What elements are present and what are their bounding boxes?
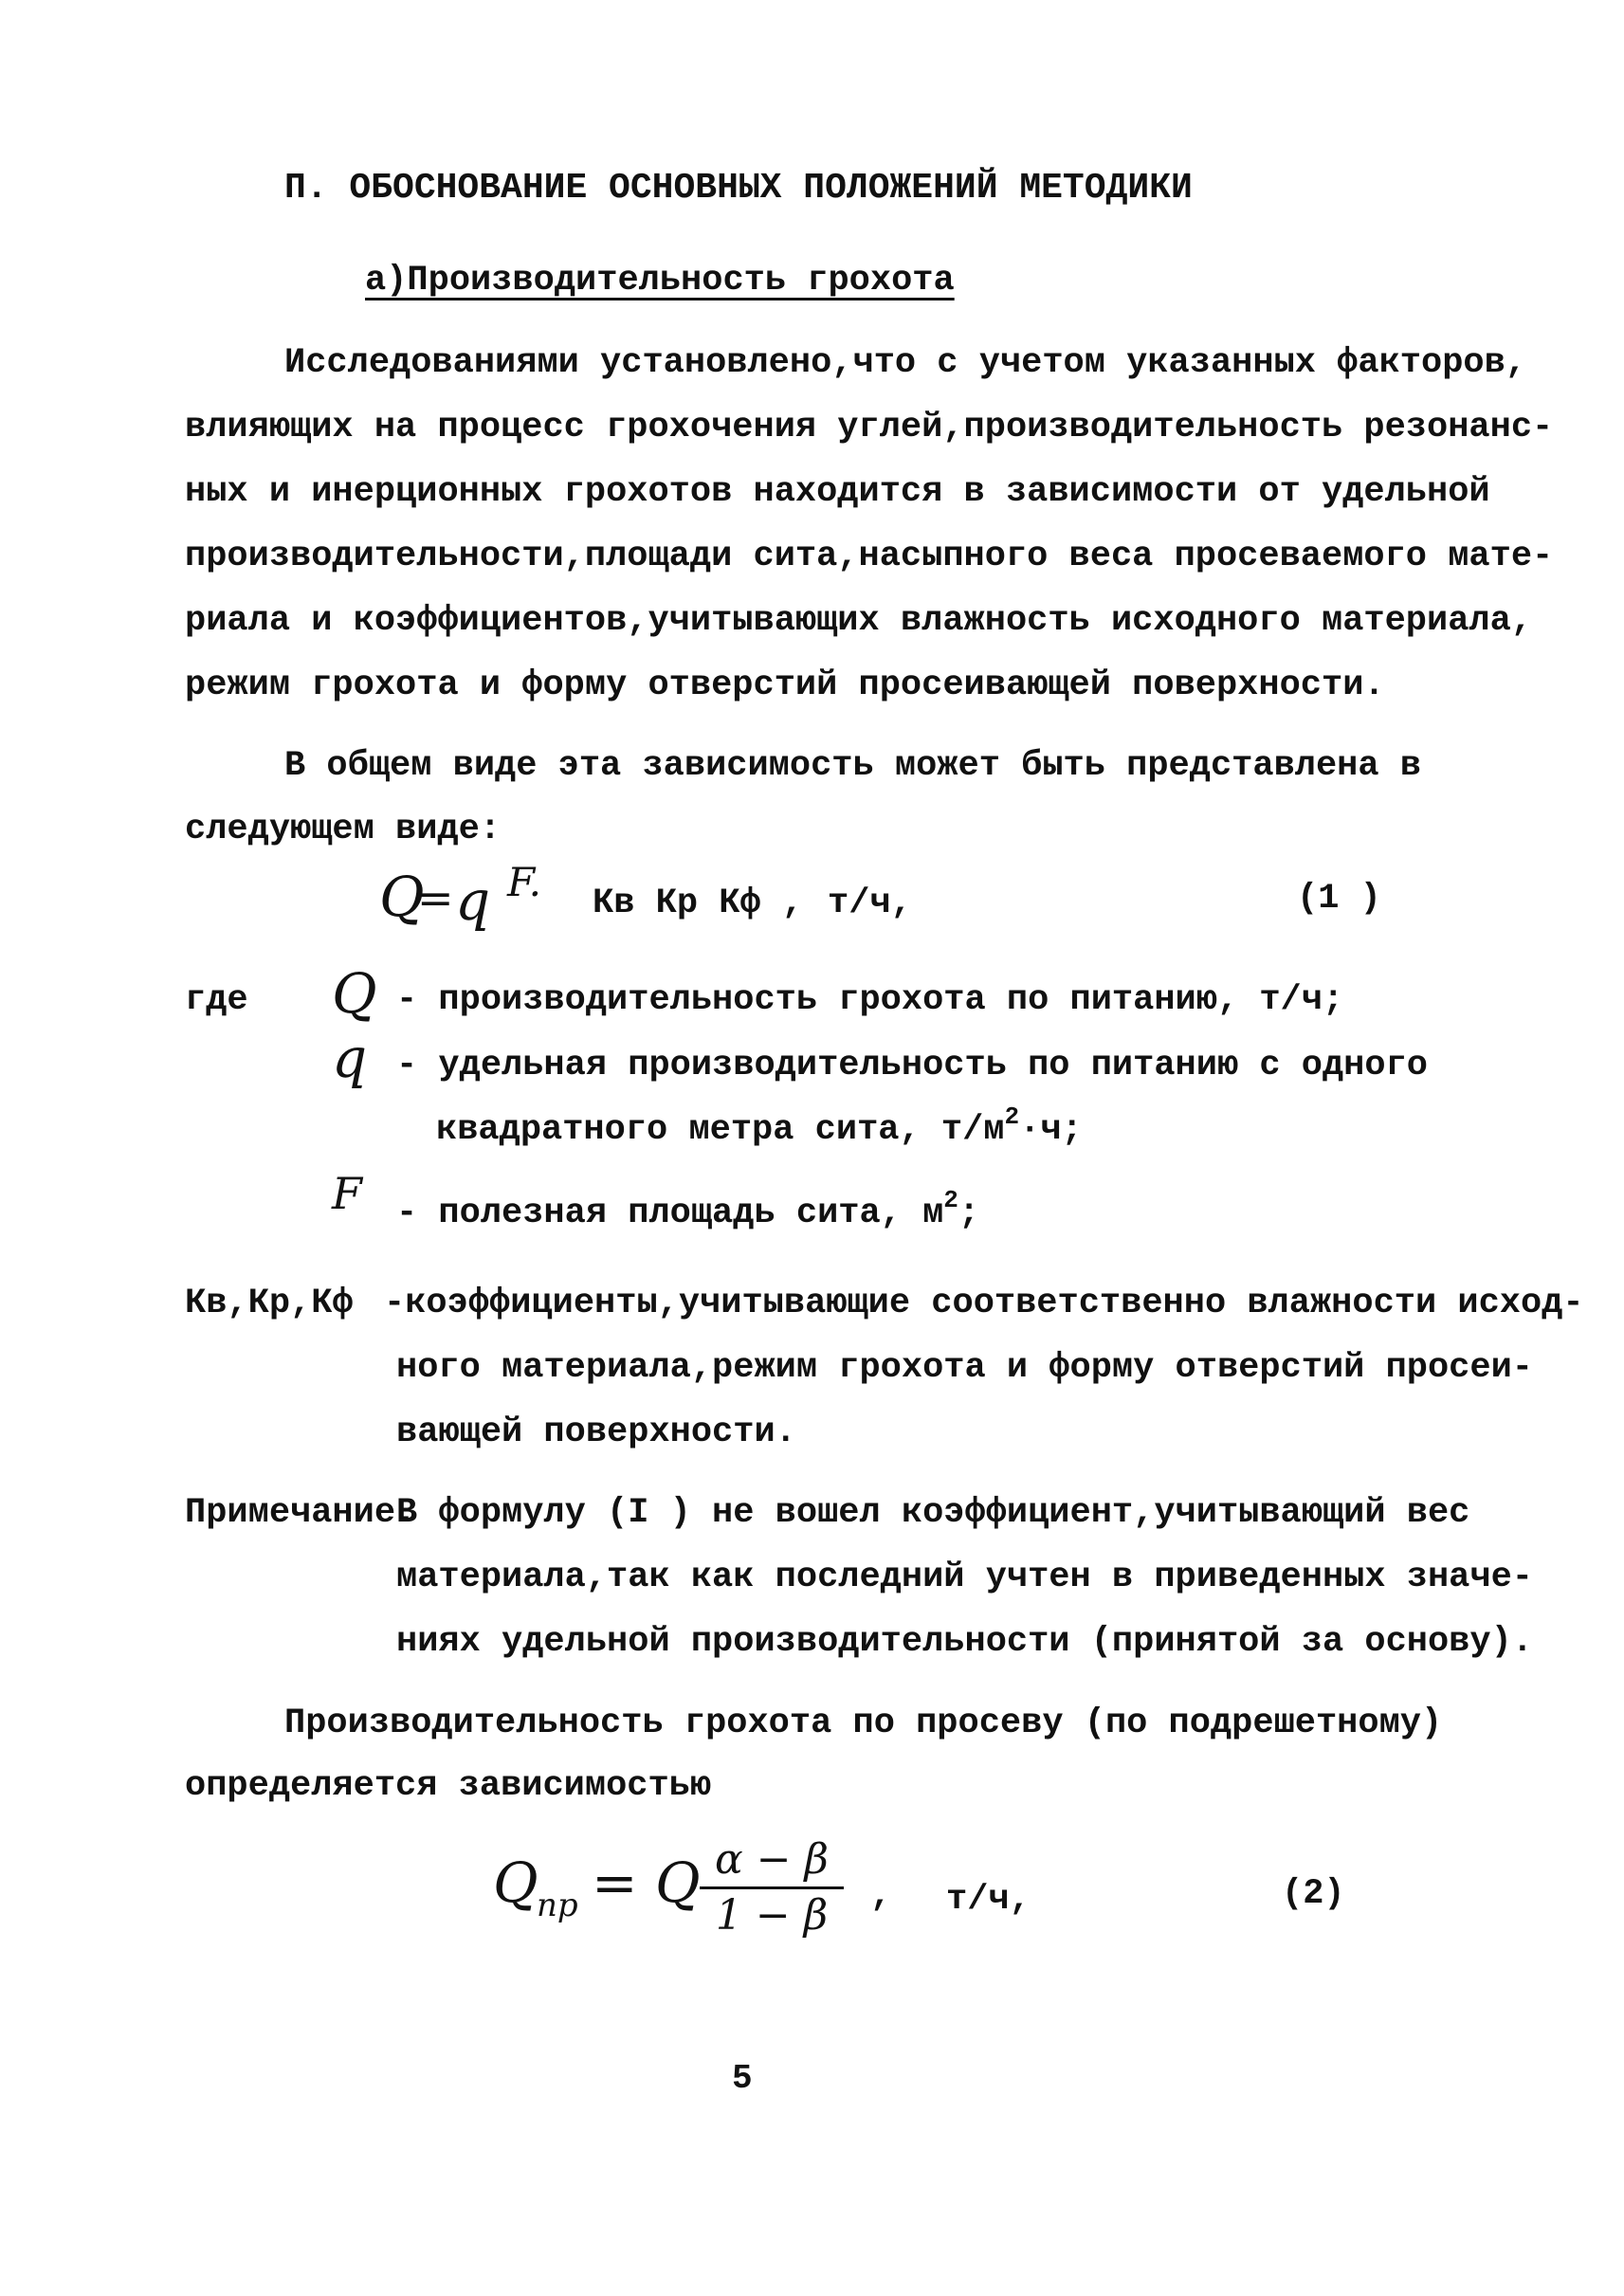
- note-line: материала,так как последний учтен в приведенных значе-: [396, 1558, 1533, 1597]
- formula-1-F: F.: [507, 859, 541, 905]
- definition-line: - производительность грохота по питанию, т/ч;: [396, 980, 1344, 1020]
- paragraph-line: ных и инерционных грохотов находится в зависимости от удельной: [185, 472, 1490, 512]
- formula-2-fraction: [700, 1835, 844, 1940]
- fraction-bar: [700, 1886, 844, 1889]
- formula-1-coefficients: Кв Кр Кф ,: [593, 884, 804, 923]
- coef-line: ного материала,режим грохота и форму отверстий просеи-: [396, 1348, 1533, 1388]
- definition-line: квадратного метра сита, $т/м^2\cdot ч$;: [436, 1102, 1083, 1150]
- formula-2-lhs: Q: [493, 1850, 538, 1915]
- paragraph-line: определяется зависимостью: [185, 1766, 712, 1806]
- paragraph-line: Исследованиями установлено,что с учетом указанных факторов,: [284, 343, 1527, 383]
- formula-1-unit: т/ч,: [828, 884, 912, 923]
- formula-2-comma: ,: [870, 1876, 892, 1916]
- paragraph-line: влияющих на процесс грохочения углей,производительность резонанс-: [185, 408, 1554, 447]
- paragraph-line: риала и коэффициентов,учитывающих влажность исходного материала,: [185, 601, 1533, 641]
- formula-1-lhs: Q: [379, 865, 425, 929]
- formula-2-denominator: 1 − β: [715, 1891, 829, 1940]
- paragraph-line: Производительность грохота по просеву (по подрешетному): [284, 1704, 1443, 1743]
- formula-2-number: (2): [1282, 1874, 1345, 1914]
- definition-line: - удельная производительность по питанию с одного: [396, 1046, 1428, 1085]
- def-symbol-Q: Q: [332, 961, 377, 1026]
- where-label: где: [185, 980, 248, 1020]
- formula-2-eq: = Q: [592, 1850, 701, 1915]
- section-heading: П. ОБОСНОВАНИЕ ОСНОВНЫХ ПОЛОЖЕНИЙ МЕТОДИКИ: [284, 168, 1193, 209]
- def-symbol-q: q: [332, 1026, 368, 1090]
- formula-2-lhs-sub: пр: [537, 1886, 578, 1924]
- paragraph-line: В общем виде эта зависимость может быть представлена в: [284, 746, 1421, 786]
- coef-label: Кв,Кр,Кф: [185, 1284, 354, 1323]
- formula-2-unit: т/ч,: [946, 1880, 1031, 1920]
- paragraph-line: производительности,площади сита,насыпного веса просеваемого мате-: [185, 537, 1554, 576]
- formula-1-number: (1 ): [1297, 879, 1381, 919]
- paragraph-line: режим грохота и форму отверстий просеивающей поверхности.: [185, 665, 1385, 705]
- paragraph-line: следующем виде:: [185, 810, 502, 849]
- coef-line: вающей поверхности.: [396, 1412, 796, 1452]
- formula-2-numerator: α − β: [715, 1835, 829, 1884]
- page-number: 5: [732, 2059, 753, 2098]
- def-symbol-F: F: [332, 1168, 362, 1219]
- formula-1-q: q: [455, 868, 491, 933]
- definition-line: - полезная площадь сита, $м^2$;: [396, 1186, 980, 1233]
- note-line: ниях удельной производительности (принятой за основу).: [396, 1622, 1533, 1662]
- subsection-heading: а)Производительность грохота: [365, 261, 955, 301]
- coef-line: -коэффициенты,учитывающие соответственно влажности исход-: [384, 1284, 1584, 1323]
- note-label: Примечание.: [185, 1493, 417, 1533]
- note-line: В формулу (I ) не вошел коэффициент,учитывающий вес: [396, 1493, 1470, 1533]
- formula-1-eq: =: [417, 872, 454, 923]
